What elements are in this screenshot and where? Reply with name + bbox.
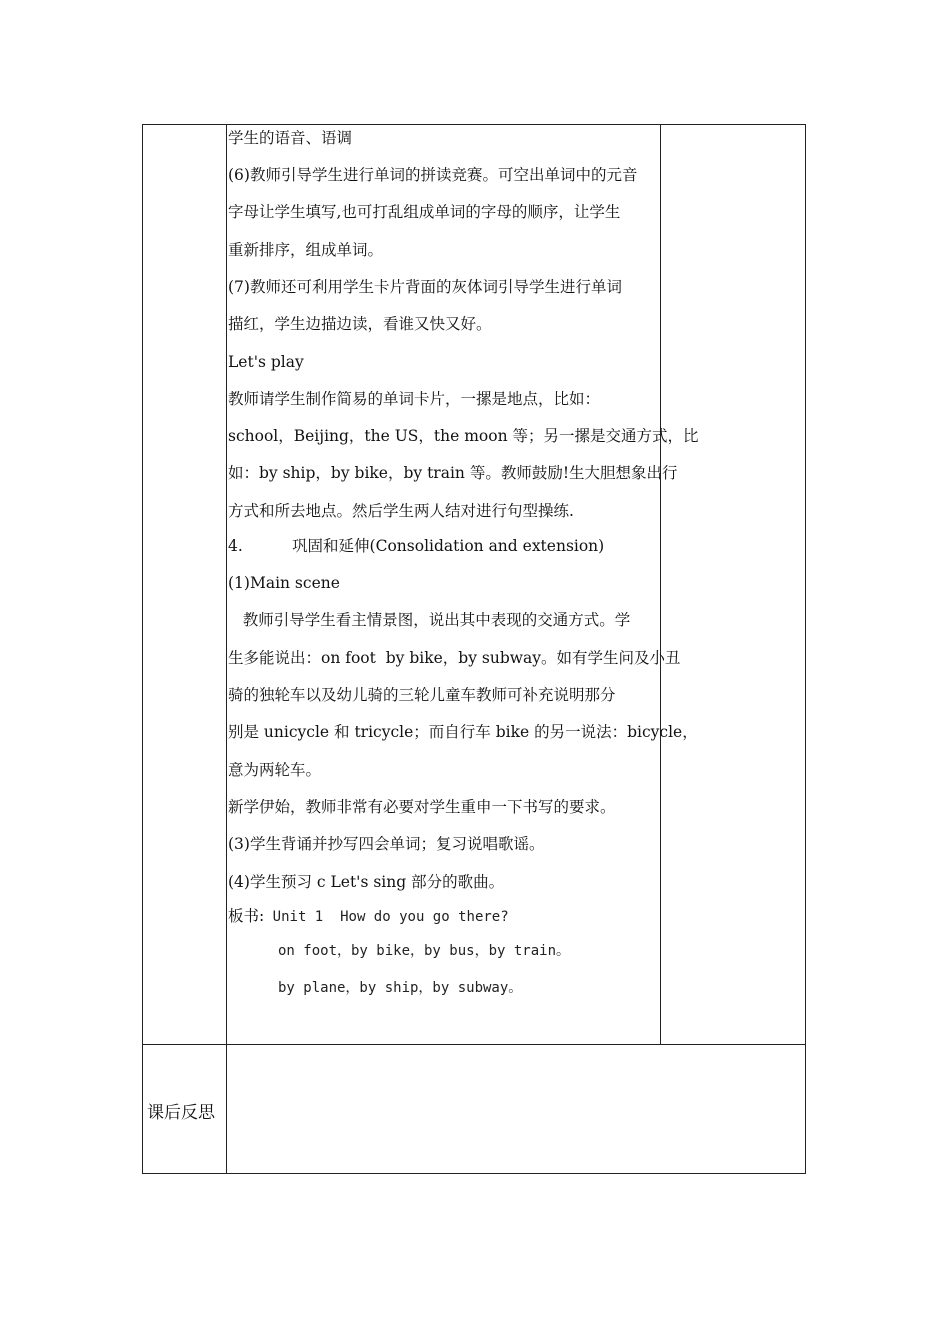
table-border-top bbox=[142, 124, 806, 125]
content-line: (4)学生预习 c Let's sing 部分的歌曲。 bbox=[228, 873, 505, 891]
table-border-bottom bbox=[142, 1173, 806, 1174]
content-line: 学生的语音、语调 bbox=[228, 129, 353, 147]
section-heading: Let's play bbox=[228, 353, 304, 371]
content-line: 教师请学生制作简易的单词卡片，一摞是地点，比如： bbox=[228, 390, 601, 408]
board-heading bbox=[228, 906, 509, 927]
content-line: 描红，学生边描边读，看谁又快又好。 bbox=[228, 315, 492, 333]
table-column-divider bbox=[226, 124, 227, 1174]
section-heading: (1)Main scene bbox=[228, 574, 340, 592]
reflection-label: 课后反思 bbox=[147, 1103, 215, 1123]
section-heading: 4. 巩固和延伸(Consolidation and extension) bbox=[228, 537, 605, 555]
content-line: 新学伊始，教师非常有必要对学生重申一下书写的要求。 bbox=[228, 798, 616, 816]
content-line: 如：by ship，by bike，by train 等。教师鼓励!生大胆想象出行 bbox=[228, 464, 678, 482]
content-line: 字母让学生填写,也可打乱组成单词的字母的顺序，让学生 bbox=[228, 203, 621, 221]
table-column-divider-right bbox=[660, 124, 661, 1045]
table-row-divider bbox=[142, 1044, 806, 1045]
board-prefix: 板书: bbox=[228, 907, 265, 925]
board-line: by plane，by ship，by subway。 bbox=[278, 980, 523, 996]
content-line: 教师引导学生看主情景图，说出其中表现的交通方式。学 bbox=[228, 611, 631, 629]
content-line: 别是 unicycle 和 tricycle；而自行车 bike 的另一说法：bicycle， bbox=[228, 723, 698, 741]
content-line: 生多能说出：on foot by bike，by subway。如有学生问及小丑 bbox=[228, 649, 681, 667]
board-line: on foot，by bike，by bus，by train。 bbox=[278, 943, 571, 959]
content-line: 意为两轮车。 bbox=[228, 761, 322, 779]
board-title: Unit 1 How do you go there? bbox=[264, 909, 509, 925]
table-border-left bbox=[142, 124, 143, 1174]
content-line: 骑的独轮车以及幼儿骑的三轮儿童车教师可补充说明那分 bbox=[228, 686, 616, 704]
content-line: (3)学生背诵并抄写四会单词；复习说唱歌谣。 bbox=[228, 835, 545, 853]
content-line: (7)教师还可利用学生卡片背面的灰体词引导学生进行单词 bbox=[228, 278, 622, 296]
content-line: school，Beijing，the US，the moon 等；另一摞是交通方式，比 bbox=[228, 427, 699, 445]
content-line: (6)教师引导学生进行单词的拼读竞赛。可空出单词中的元音 bbox=[228, 166, 638, 184]
table-border-right bbox=[805, 124, 806, 1174]
content-line: 方式和所去地点。然后学生两人结对进行句型操练. bbox=[228, 502, 574, 520]
content-line: 重新排序，组成单词。 bbox=[228, 241, 384, 259]
